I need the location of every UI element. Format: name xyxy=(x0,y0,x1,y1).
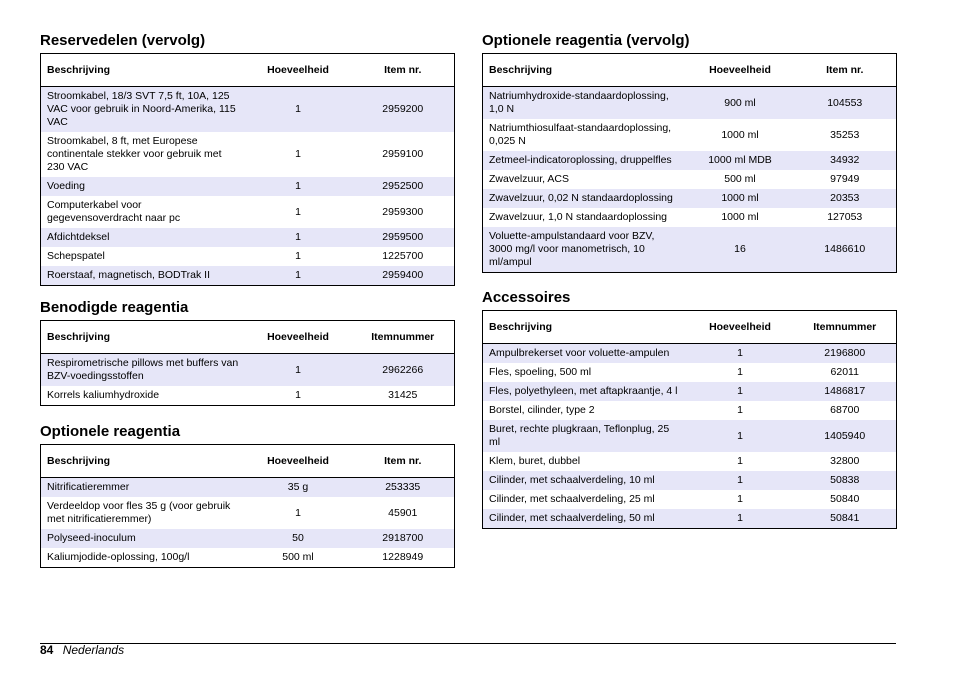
cell-item-number: 127053 xyxy=(794,208,897,227)
cell-item-number: 253335 xyxy=(352,478,455,498)
table-row xyxy=(41,266,455,286)
header-quantity: Hoeveelheid xyxy=(245,54,352,87)
cell-quantity: 1 xyxy=(245,497,352,529)
cell-description: Klem, buret, dubbel xyxy=(483,452,687,471)
table-header-row xyxy=(41,445,455,478)
header-description: Beschrijving xyxy=(41,445,245,478)
cell-item-number: 50841 xyxy=(794,509,897,529)
cell-description: Fles, polyethyleen, met aftapkraantje, 4 l xyxy=(483,382,687,401)
cell-quantity: 1 xyxy=(245,177,352,196)
cell-item-number: 2952500 xyxy=(352,177,455,196)
footer-language: Nederlands xyxy=(62,643,125,657)
table-row xyxy=(41,196,455,228)
cell-quantity: 1 xyxy=(687,382,794,401)
parts-table xyxy=(482,53,897,273)
cell-quantity: 1 xyxy=(245,132,352,177)
cell-quantity: 1000 ml MDB xyxy=(687,151,794,170)
parts-table xyxy=(40,53,455,286)
cell-description: Zwavelzuur, ACS xyxy=(483,170,687,189)
cell-quantity: 35 g xyxy=(245,478,352,498)
cell-description: Afdichtdeksel xyxy=(41,228,245,247)
header-item-number: Item nr. xyxy=(352,54,455,87)
cell-quantity: 1000 ml xyxy=(687,189,794,208)
section-optionele-reagentia xyxy=(40,422,454,568)
cell-description: Computerkabel voor gegevensoverdracht naar pc xyxy=(41,196,245,228)
table-row xyxy=(483,208,897,227)
cell-item-number: 1228949 xyxy=(352,548,455,568)
cell-item-number: 1486817 xyxy=(794,382,897,401)
header-quantity: Hoeveelheid xyxy=(245,321,352,354)
cell-quantity: 50 xyxy=(245,529,352,548)
cell-quantity: 1 xyxy=(245,266,352,286)
cell-quantity: 1 xyxy=(687,452,794,471)
table-header-row xyxy=(483,311,897,344)
cell-description: Zwavelzuur, 0,02 N standaardoplossing xyxy=(483,189,687,208)
cell-quantity: 1000 ml xyxy=(687,119,794,151)
cell-item-number: 2959200 xyxy=(352,87,455,133)
cell-quantity: 16 xyxy=(687,227,794,273)
cell-description: Ampulbrekerset voor voluette-ampulen xyxy=(483,344,687,364)
table-row xyxy=(483,170,897,189)
table-row xyxy=(483,452,897,471)
table-row xyxy=(483,344,897,364)
cell-item-number: 45901 xyxy=(352,497,455,529)
cell-item-number: 104553 xyxy=(794,87,897,120)
cell-quantity: 1 xyxy=(687,490,794,509)
table-row xyxy=(41,386,455,406)
cell-description: Buret, rechte plugkraan, Teflonplug, 25 ml xyxy=(483,420,687,452)
table-row xyxy=(483,119,897,151)
cell-item-number: 62011 xyxy=(794,363,897,382)
table-row xyxy=(483,227,897,273)
header-description: Beschrijving xyxy=(483,54,687,87)
cell-item-number: 2918700 xyxy=(352,529,455,548)
section-title: Optionele reagentia xyxy=(40,423,181,440)
header-item-number: Item nr. xyxy=(352,445,455,478)
table-row xyxy=(41,177,455,196)
section-title: Reservedelen (vervolg) xyxy=(40,32,206,49)
table-header-row xyxy=(483,54,897,87)
cell-quantity: 1 xyxy=(687,401,794,420)
cell-quantity: 1 xyxy=(687,344,794,364)
header-quantity: Hoeveelheid xyxy=(245,445,352,478)
cell-description: Stroomkabel, 8 ft, met Europese continentale stekker voor gebruik met 230 VAC xyxy=(41,132,245,177)
table-row xyxy=(483,151,897,170)
cell-quantity: 1 xyxy=(687,471,794,490)
header-quantity: Hoeveelheid xyxy=(687,311,794,344)
header-description: Beschrijving xyxy=(41,321,245,354)
table-row xyxy=(41,87,455,133)
header-item-number: Itemnummer xyxy=(352,321,455,354)
cell-description: Stroomkabel, 18/3 SVT 7,5 ft, 10A, 125 VAC voor gebruik in Noord-Amerika, 115 VAC xyxy=(41,87,245,133)
table-row xyxy=(483,87,897,120)
parts-table xyxy=(40,320,455,406)
cell-description: Fles, spoeling, 500 ml xyxy=(483,363,687,382)
cell-item-number: 32800 xyxy=(794,452,897,471)
cell-item-number: 34932 xyxy=(794,151,897,170)
cell-item-number: 68700 xyxy=(794,401,897,420)
section-title: Accessoires xyxy=(482,289,571,306)
cell-description: Zwavelzuur, 1,0 N standaardoplossing xyxy=(483,208,687,227)
cell-description: Voeding xyxy=(41,177,245,196)
cell-quantity: 1 xyxy=(245,196,352,228)
cell-quantity: 1 xyxy=(687,363,794,382)
parts-table xyxy=(482,310,897,529)
cell-quantity: 900 ml xyxy=(687,87,794,120)
header-description: Beschrijving xyxy=(483,311,687,344)
cell-item-number: 97949 xyxy=(794,170,897,189)
left-column xyxy=(40,31,454,568)
cell-quantity: 1 xyxy=(245,247,352,266)
table-row xyxy=(483,401,897,420)
cell-description: Roerstaaf, magnetisch, BODTrak II xyxy=(41,266,245,286)
cell-item-number: 1486610 xyxy=(794,227,897,273)
table-row xyxy=(483,382,897,401)
cell-quantity: 1 xyxy=(245,386,352,406)
cell-description: Schepspatel xyxy=(41,247,245,266)
section-optionele-reagentia-vervolg xyxy=(482,31,896,273)
cell-item-number: 20353 xyxy=(794,189,897,208)
cell-description: Korrels kaliumhydroxide xyxy=(41,386,245,406)
cell-item-number: 2959300 xyxy=(352,196,455,228)
cell-description: Nitrificatieremmer xyxy=(41,478,245,498)
section-benodigde-reagentia xyxy=(40,298,454,406)
table-row xyxy=(483,189,897,208)
cell-quantity: 1 xyxy=(687,420,794,452)
parts-table xyxy=(40,444,455,568)
section-title: Benodigde reagentia xyxy=(40,299,189,316)
header-quantity: Hoeveelheid xyxy=(687,54,794,87)
cell-quantity: 1 xyxy=(245,87,352,133)
table-row xyxy=(41,548,455,568)
table-header-row xyxy=(41,321,455,354)
cell-quantity: 1 xyxy=(687,509,794,529)
cell-item-number: 1405940 xyxy=(794,420,897,452)
header-item-number: Item nr. xyxy=(794,54,897,87)
cell-description: Polyseed-inoculum xyxy=(41,529,245,548)
cell-description: Natriumhydroxide-standaardoplossing, 1,0 N xyxy=(483,87,687,120)
cell-item-number: 2196800 xyxy=(794,344,897,364)
section-title: Optionele reagentia (vervolg) xyxy=(482,32,690,49)
cell-item-number: 50840 xyxy=(794,490,897,509)
cell-description: Zetmeel-indicatoroplossing, druppelfles xyxy=(483,151,687,170)
cell-item-number: 2959500 xyxy=(352,228,455,247)
table-row xyxy=(41,247,455,266)
table-header-row xyxy=(41,54,455,87)
cell-item-number: 31425 xyxy=(352,386,455,406)
table-row xyxy=(41,497,455,529)
table-row xyxy=(483,363,897,382)
table-row xyxy=(41,478,455,498)
cell-item-number: 35253 xyxy=(794,119,897,151)
cell-item-number: 2959100 xyxy=(352,132,455,177)
cell-description: Cilinder, met schaalverdeling, 10 ml xyxy=(483,471,687,490)
footer-rule xyxy=(40,643,896,644)
table-row xyxy=(483,420,897,452)
cell-description: Voluette-ampulstandaard voor BZV, 3000 mg/l voor manometrisch, 10 ml/ampul xyxy=(483,227,687,273)
header-description: Beschrijving xyxy=(41,54,245,87)
table-row xyxy=(41,529,455,548)
cell-description: Natriumthiosulfaat-standaardoplossing, 0,025 N xyxy=(483,119,687,151)
table-row xyxy=(483,509,897,529)
cell-description: Verdeeldop voor fles 35 g (voor gebruik met nitrificatieremmer) xyxy=(41,497,245,529)
page-footer xyxy=(40,643,124,657)
cell-description: Kaliumjodide-oplossing, 100g/l xyxy=(41,548,245,568)
page-number: 84 xyxy=(40,643,54,657)
cell-item-number: 2962266 xyxy=(352,354,455,387)
table-row xyxy=(41,354,455,387)
cell-description: Cilinder, met schaalverdeling, 25 ml xyxy=(483,490,687,509)
cell-description: Borstel, cilinder, type 2 xyxy=(483,401,687,420)
table-row xyxy=(41,132,455,177)
cell-item-number: 2959400 xyxy=(352,266,455,286)
section-reservedelen-vervolg xyxy=(40,31,454,286)
cell-item-number: 50838 xyxy=(794,471,897,490)
section-accessoires xyxy=(482,288,896,529)
header-item-number: Itemnummer xyxy=(794,311,897,344)
cell-quantity: 500 ml xyxy=(687,170,794,189)
cell-quantity: 1 xyxy=(245,228,352,247)
table-row xyxy=(483,471,897,490)
right-column xyxy=(482,31,896,529)
cell-quantity: 1000 ml xyxy=(687,208,794,227)
cell-description: Cilinder, met schaalverdeling, 50 ml xyxy=(483,509,687,529)
cell-quantity: 1 xyxy=(245,354,352,387)
cell-item-number: 1225700 xyxy=(352,247,455,266)
table-row xyxy=(483,490,897,509)
cell-description: Respirometrische pillows met buffers van BZV-voedingsstoffen xyxy=(41,354,245,387)
table-row xyxy=(41,228,455,247)
cell-quantity: 500 ml xyxy=(245,548,352,568)
